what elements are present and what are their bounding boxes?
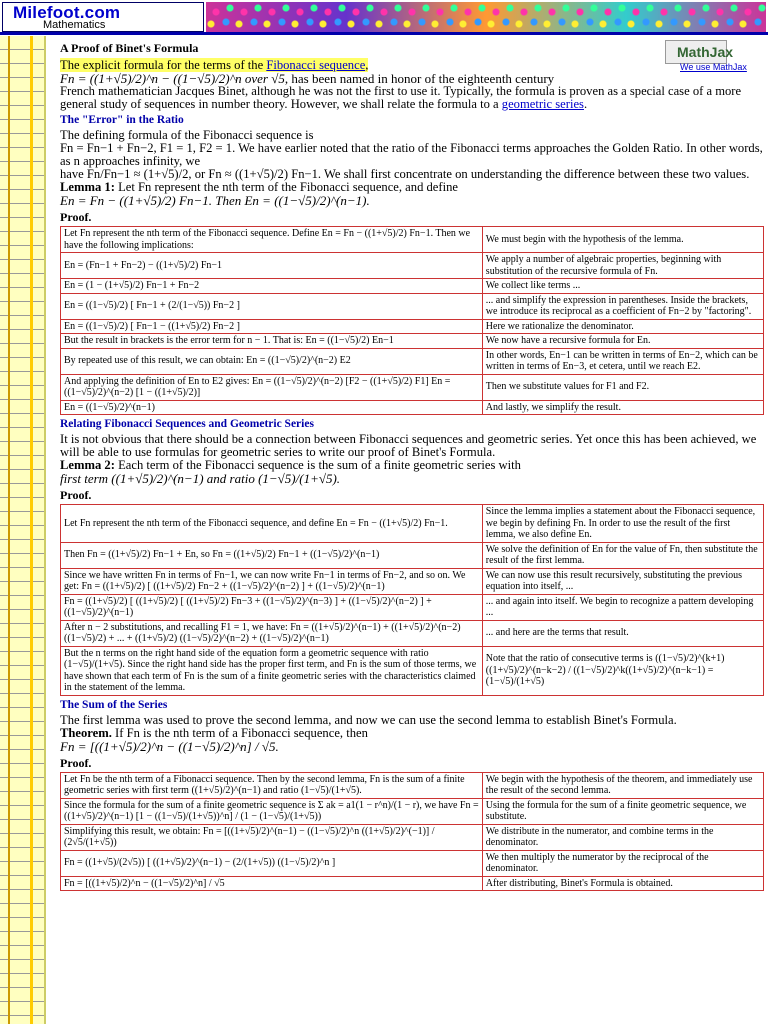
proof-step: Since we have written Fn in terms of Fn−1, we can now write Fn−1 in terms of Fn−2, and so on. We get: Fn = ((1+√5)/2) [ ((1+√5)/2) Fn−2 + ((1−√5)/2)^(n−2) ] + ((1−√5)/2)^(n−1) <box>61 568 483 594</box>
page-title: A Proof of Binet's Formula <box>60 41 199 55</box>
proof-row <box>61 850 764 876</box>
proof-row <box>61 227 764 253</box>
sec1-p2: Fn = Fn−1 + Fn−2, F1 = 1, F2 = 1. We have earlier noted that the ratio of the Fibonacci terms approaches the Golden Ratio. In other words, as n approaches infinity, we <box>60 141 763 168</box>
proof-row <box>61 542 764 568</box>
proof-explanation: Since the lemma implies a statement about the Fibonacci sequence, we begin by defining Fn. In order to use the result of the first lemma, we also define En. <box>482 505 763 543</box>
proof-row <box>61 400 764 415</box>
proof-explanation: Using the formula for the sum of a finite geometric sequence, we substitute. <box>482 798 763 824</box>
proof-row <box>61 772 764 798</box>
proof3-label: Proof. <box>60 755 92 770</box>
proof-step: Let Fn be the nth term of a Fibonacci sequence. Then by the second lemma, Fn is the sum of a finite geometric series with first term ((1+√5)/2)^(n−1) and ratio (1−√5)/(1+√5). <box>61 772 483 798</box>
proof-row <box>61 334 764 349</box>
proof-row <box>61 824 764 850</box>
proof-explanation: Then we substitute values for F1 and F2. <box>482 374 763 400</box>
proof-explanation: Here we rationalize the denominator. <box>482 319 763 334</box>
proof-step: En = ((1−√5)/2) [ Fn−1 + (2/(1−√5)) Fn−2 ] <box>61 293 483 319</box>
lemma2-math: first term ((1+√5)/2)^(n−1) and ratio (1−√5)/(1+√5). <box>60 471 341 486</box>
theorem-math: Fn = [((1+√5)/2)^n − ((1−√5)/2)^n] / √5. <box>60 738 279 754</box>
mathjax-link[interactable]: We use MathJax <box>680 62 747 72</box>
proof-explanation: Note that the ratio of consecutive terms is ((1−√5)/2)^(k+1)((1+√5)/2)^(n−k−2) / ((1−√5)/2)^k((1+√5)/2)^(n−k−1) = (1−√5)/(1+√5) <box>482 646 763 695</box>
proof-row <box>61 876 764 891</box>
intro-lead-end: , <box>365 58 369 72</box>
sec3-p1: The first lemma was used to prove the second lemma, and now we can use the second lemma to establish Binet's Formula. <box>60 712 677 727</box>
proof-step: Fn = [((1+√5)/2)^n − ((1−√5)/2)^n] / √5 <box>61 876 483 891</box>
proof-step: Fn = ((1+√5)/2) [ ((1+√5)/2) [ ((1+√5)/2) Fn−3 + ((1−√5)/2)^(n−3) ] + ((1−√5)/2)^(n−2) ] + ((1−√5)/2)^(n−1) <box>61 594 483 620</box>
proof-step: Then Fn = ((1+√5)/2) Fn−1 + En, so Fn = ((1+√5)/2) Fn−1 + ((1−√5)/2)^(n−1) <box>61 542 483 568</box>
proof-step: Fn = ((1+√5)/(2√5)) [ ((1+√5)/2)^(n−1) − (2/(1+√5)) ((1−√5)/2)^n ] <box>61 850 483 876</box>
proof-explanation: We solve the definition of En for the value of Fn, then substitute the result of the first lemma. <box>482 542 763 568</box>
geometric-series-link[interactable]: geometric series <box>501 97 584 111</box>
proof-row <box>61 293 764 319</box>
sec1-p3: have Fn/Fn−1 ≈ (1+√5)/2, or Fn ≈ ((1+√5)/2) Fn−1. We shall first concentrate on understanding the difference between these two values. <box>60 167 750 181</box>
proof-step: En = (1 − (1+√5)/2) Fn−1 + Fn−2 <box>61 279 483 294</box>
lemma2-label: Lemma 2: <box>60 458 115 472</box>
proof-explanation: We then multiply the numerator by the reciprocal of the denominator. <box>482 850 763 876</box>
proof-step: But the result in brackets is the error term for n − 1. That is: En = ((1−√5)/2) En−1 <box>61 334 483 349</box>
proof-step: But the n terms on the right hand side of the equation form a geometric sequence with ratio (1−√5)/(1+√5). Since the right hand side has the proper first term, and Fn is the sum of those terms, we have shown that each term of Fn is the sum of a finite geometric series with the characteristics claimed in the statement of the lemma. <box>61 646 483 695</box>
site-logo[interactable] <box>2 2 204 32</box>
proof-row <box>61 594 764 620</box>
proof-row <box>61 253 764 279</box>
proof1-table <box>60 226 764 415</box>
header-divider <box>0 32 768 35</box>
lemma1-text: Let Fn represent the nth term of the Fibonacci sequence, and define <box>114 180 458 194</box>
decorative-margin <box>0 36 46 1024</box>
proof-explanation: ... and again into itself. We begin to recognize a pattern developing ... <box>482 594 763 620</box>
proof1-label: Proof. <box>60 210 92 224</box>
theorem-text: If Fn is the nth term of a Fibonacci sequence, then <box>111 725 368 740</box>
binet-formula-text: Fn = ((1+√5)/2)^n − ((1−√5)/2)^n over √5 <box>60 71 285 86</box>
proof-row <box>61 646 764 695</box>
section-heading-error: The "Error" in the Ratio <box>60 114 184 126</box>
proof3-table <box>60 772 764 892</box>
proof-row <box>61 798 764 824</box>
fibonacci-link[interactable]: Fibonacci sequence <box>266 58 366 72</box>
lemma1-label: Lemma 1: <box>60 180 115 194</box>
proof-row <box>61 374 764 400</box>
proof-step: Simplifying this result, we obtain: Fn = [((1+√5)/2)^(n−1) − ((1−√5)/2)^n ((1+√5)/2)^(−1)] / (2√5/(1+√5)) <box>61 824 483 850</box>
proof-row <box>61 279 764 294</box>
lemma2-text: Each term of the Fibonacci sequence is the sum of a finite geometric series with <box>114 458 521 472</box>
proof-explanation: We collect like terms ... <box>482 279 763 294</box>
proof-explanation: We begin with the hypothesis of the theorem, and immediately use the result of the second lemma. <box>482 772 763 798</box>
lemma1-math: En = Fn − ((1+√5)/2) Fn−1. Then En = ((1−√5)/2)^(n−1). <box>60 193 370 208</box>
sec2-p1: It is not obvious that there should be a connection between Fibonacci sequences and geometric series. Yet once this has been achieved, we will be able to use formulas for geometric series to write our proof of Binet's Formula. <box>60 432 757 459</box>
intro-body-end: . <box>583 97 588 111</box>
sec1-p1: The defining formula of the Fibonacci sequence is <box>60 128 314 142</box>
main-content <box>60 38 765 894</box>
proof-step: Let Fn represent the nth term of the Fibonacci sequence, and define En = Fn − ((1+√5)/2) Fn−1. <box>61 505 483 543</box>
proof-explanation: ... and here are the terms that result. <box>482 620 763 646</box>
proof-row <box>61 568 764 594</box>
proof-explanation: We can now use this result recursively, substituting the previous equation into itself, ... <box>482 568 763 594</box>
intro-body-2: French mathematician Jacques Binet, although he was not the first to use it. Typically, the formula is proven as a special case of a more general study of sequences in number theory. However, we shall relate the formula to a <box>60 84 742 111</box>
site-section: Mathematics <box>43 19 106 31</box>
mathjax-logo-text[interactable]: MathJax <box>677 44 734 60</box>
proof-explanation: We distribute in the numerator, and combine terms in the denominator. <box>482 824 763 850</box>
proof-step: By repeated use of this result, we can obtain: En = ((1−√5)/2)^(n−2) E2 <box>61 348 483 374</box>
proof-explanation: We must begin with the hypothesis of the lemma. <box>482 227 763 253</box>
proof-row <box>61 505 764 543</box>
decorative-banner <box>206 2 766 32</box>
proof-step: Since the formula for the sum of a finite geometric sequence is Σ ak = a1(1 − r^n)/(1 − r), we have Fn = ((1+√5)/2)^(n−1) [1 − ((1−√5)/(1+√5))^n] / (1 − (1−√5)/(1+√5)) <box>61 798 483 824</box>
proof-step: Let Fn represent the nth term of the Fibonacci sequence. Define En = Fn − ((1+√5)/2) Fn−1. Then we have the following implications: <box>61 227 483 253</box>
proof-step: En = (Fn−1 + Fn−2) − ((1+√5)/2) Fn−1 <box>61 253 483 279</box>
proof-explanation: We apply a number of algebraic properties, beginning with substitution of the recursive formula of Fn. <box>482 253 763 279</box>
proof-explanation: ... and simplify the expression in parentheses. Inside the brackets, we introduce its reciprocal as a coefficient of Fn−2 by "factoring". <box>482 293 763 319</box>
theorem-label: Theorem. <box>60 725 112 740</box>
proof-step: And applying the definition of En to E2 gives: En = ((1−√5)/2)^(n−2) [F2 − ((1+√5)/2) F1] En = ((1−√5)/2)^(n−2) [1 − ((1+√5)/2)] <box>61 374 483 400</box>
proof-step: En = ((1−√5)/2)^(n−1) <box>61 400 483 415</box>
intro-body <box>60 85 765 111</box>
proof-explanation: And lastly, we simplify the result. <box>482 400 763 415</box>
section-heading-sum: The Sum of the Series <box>60 698 168 711</box>
intro-body-1: , has been named in honor of the eighteenth century <box>284 71 555 86</box>
proof2-table <box>60 504 764 696</box>
proof-step: After n − 2 substitutions, and recalling F1 = 1, we have: Fn = ((1+√5)/2)^(n−1) + ((1+√5)/2)^(n−2) ((1−√5)/2) + ... + ((1+√5)/2) ((1−√5)/2)^(n−2) + ((1−√5)/2)^(n−1) <box>61 620 483 646</box>
intro-lead: The explicit formula for the terms of the <box>60 58 267 72</box>
proof-explanation: After distributing, Binet's Formula is obtained. <box>482 876 763 891</box>
proof-row <box>61 348 764 374</box>
site-name[interactable]: Milefoot.com <box>13 3 121 22</box>
theorem <box>60 727 765 740</box>
page-header <box>0 0 768 32</box>
proof-row <box>61 319 764 334</box>
proof-explanation: We now have a recursive formula for En. <box>482 334 763 349</box>
proof-explanation: In other words, En−1 can be written in terms of En−2, which can be written in terms of En−3, et cetera, until we reach E2. <box>482 348 763 374</box>
section-heading-relating: Relating Fibonacci Sequences and Geometric Series <box>60 418 314 430</box>
proof-row <box>61 620 764 646</box>
proof2-label: Proof. <box>60 488 92 502</box>
proof-step: En = ((1−√5)/2) [ Fn−1 − ((1+√5)/2) Fn−2 ] <box>61 319 483 334</box>
